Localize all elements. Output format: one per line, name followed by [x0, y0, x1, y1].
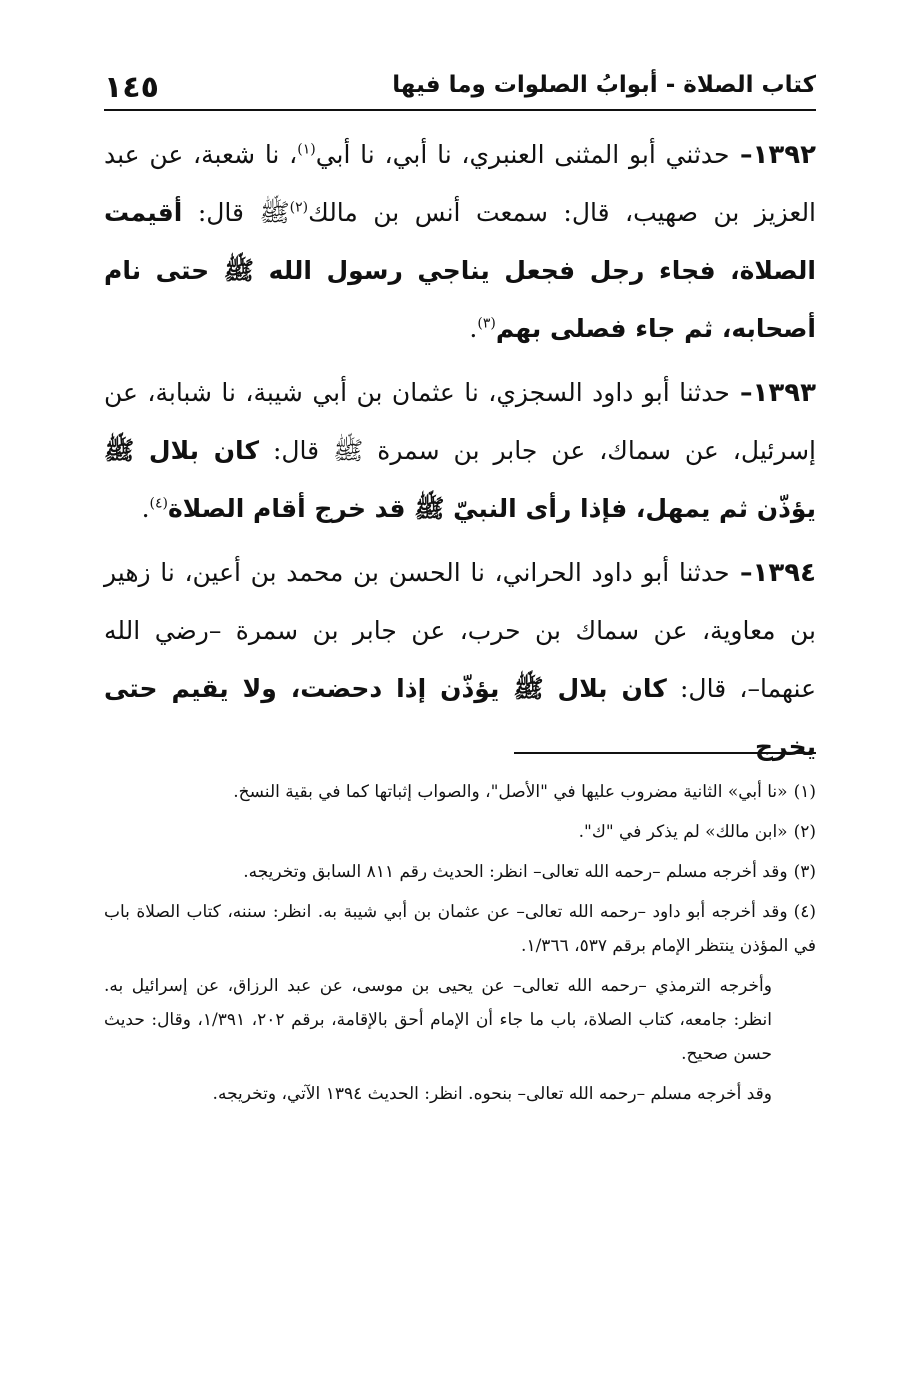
hadith-number: ١٣٩٣	[752, 378, 816, 408]
footnote-text: وقد أخرجه مسلم –رحمه الله تعالى– انظر: الحديث رقم ٨١١ السابق وتخريجه.	[243, 862, 788, 882]
running-title: كتاب الصلاة - أبوابُ الصلوات وما فيها	[392, 72, 816, 98]
hadith-number: ١٣٩٢	[752, 140, 816, 170]
footnote-ref[interactable]: (١)	[297, 141, 316, 158]
hadith-matn: أقيمت الصلاة، فجاء رجل فجعل يناجي رسول الله ﷺ حتى نام أصحابه، ثم جاء فصلى بهم	[104, 198, 816, 343]
footnote-number: (٢)	[793, 822, 816, 842]
footnote-number: (٣)	[793, 862, 816, 882]
hadith-chain: ، نا شعبة، عن عبد العزيز بن صهيب، قال: سمعت أنس بن مالك	[104, 140, 817, 227]
page-number: ١٤٥	[104, 70, 159, 105]
hadith-1394: ١٣٩٤– حدثنا أبو داود الحراني، نا الحسن بن محمد بن أعين، نا زهير بن معاوية، عن سماك بن حرب، عن جابر بن سمرة –رضي الله عنهما–، قال: كان بلال ﷺ يؤذّن إذا دحضت، ولا يقيم حتى يخرج	[104, 558, 817, 761]
footnote-4-continuation: وأخرجه الترمذي –رحمه الله تعالى– عن يحيى بن موسى، عن عبد الرزاق، عن إسرائيل به. انظر: جامعه، كتاب الصلاة، باب ما جاء أن الإمام أحق بالإقامة، برقم ٢٠٢، ١/٣٩١، وقال: حديث حسن صحيح.	[104, 976, 773, 1064]
hadith-1393: ١٣٩٣– حدثنا أبو داود السجزي، نا عثمان بن أبي شيبة، نا شبابة، عن إسرئيل، عن سماك، عن جابر بن سمرة ﷺ قال: كان بلال ﷺ يؤذّن ثم يمهل، فإذا رأى النبيّ ﷺ قد خرج أقام الصلاة$^{(٤)}$.	[104, 378, 817, 523]
footnote-4-continuation: وقد أخرجه مسلم –رحمه الله تعالى– بنحوه. انظر: الحديث ١٣٩٤ الآتي، وتخريجه.	[212, 1084, 772, 1104]
footnote-text: وقد أخرجه أبو داود –رحمه الله تعالى– عن عثمان بن أبي شيبة به. انظر: سننه، كتاب الصلاة باب في المؤذن ينتظر الإمام برقم ٥٣٧، ١/٣٦٦.	[104, 902, 816, 956]
footnotes	[104, 775, 816, 1117]
footnote-ref[interactable]: (٢)	[289, 199, 309, 216]
footnote-divider	[514, 752, 816, 754]
footnote-ref[interactable]: (٣)	[477, 315, 496, 332]
hadith-1392: ١٣٩٢– حدثني أبو المثنى العنبري، نا أبي، نا أبي$^{(١)}$، نا شعبة، عن عبد العزيز بن صهيب، قال: سمعت أنس بن مالك$^{(٢)}$ﷺ قال: أقيمت الصلاة، فجاء رجل فجعل يناجي رسول الله ﷺ حتى نام أصحابه، ثم جاء فصلى بهم$^{(٣)}$.	[104, 140, 817, 343]
hadith-chain: حدثنا أبو داود السجزي، نا عثمان بن أبي شيبة، نا شبابة، عن إسرئيل، عن سماك، عن جابر بن سمرة ﷺ قال:	[104, 378, 817, 465]
footnote-number: (١)	[793, 782, 816, 802]
footnote-text: «نا أبي» الثانية مضروب عليها في "الأصل"، والصواب إثباتها كما في بقية النسخ.	[233, 782, 788, 802]
footnote-number: (٤)	[793, 902, 816, 922]
hadith-matn: كان بلال ﷺ يؤذّن ثم يمهل، فإذا رأى النبيّ ﷺ قد خرج أقام الصلاة	[104, 436, 816, 523]
hadith-number: ١٣٩٤	[752, 558, 816, 588]
header-divider	[104, 109, 816, 111]
hadith-matn: كان بلال ﷺ يؤذّن إذا دحضت، ولا يقيم حتى يخرج	[104, 674, 816, 761]
footnote-2	[104, 815, 816, 849]
footnote-3	[104, 855, 816, 889]
footnote-text: «ابن مالك» لم يذكر في "ك".	[578, 822, 788, 842]
main-text	[104, 126, 816, 782]
hadith-chain: حدثني أبو المثنى العنبري، نا أبي، نا أبي	[315, 140, 730, 169]
footnote-1	[104, 775, 816, 809]
hadith-chain: حدثنا أبو داود الحراني، نا الحسن بن محمد بن أعين، نا زهير بن معاوية، عن سماك بن حرب، عن جابر بن سمرة –رضي الله عنهما–، قال:	[104, 558, 817, 703]
footnote-4	[104, 895, 816, 963]
footnote-ref[interactable]: (٤)	[149, 495, 168, 512]
hadith-chain: ﷺ قال:	[182, 198, 290, 227]
page-header	[104, 70, 816, 106]
